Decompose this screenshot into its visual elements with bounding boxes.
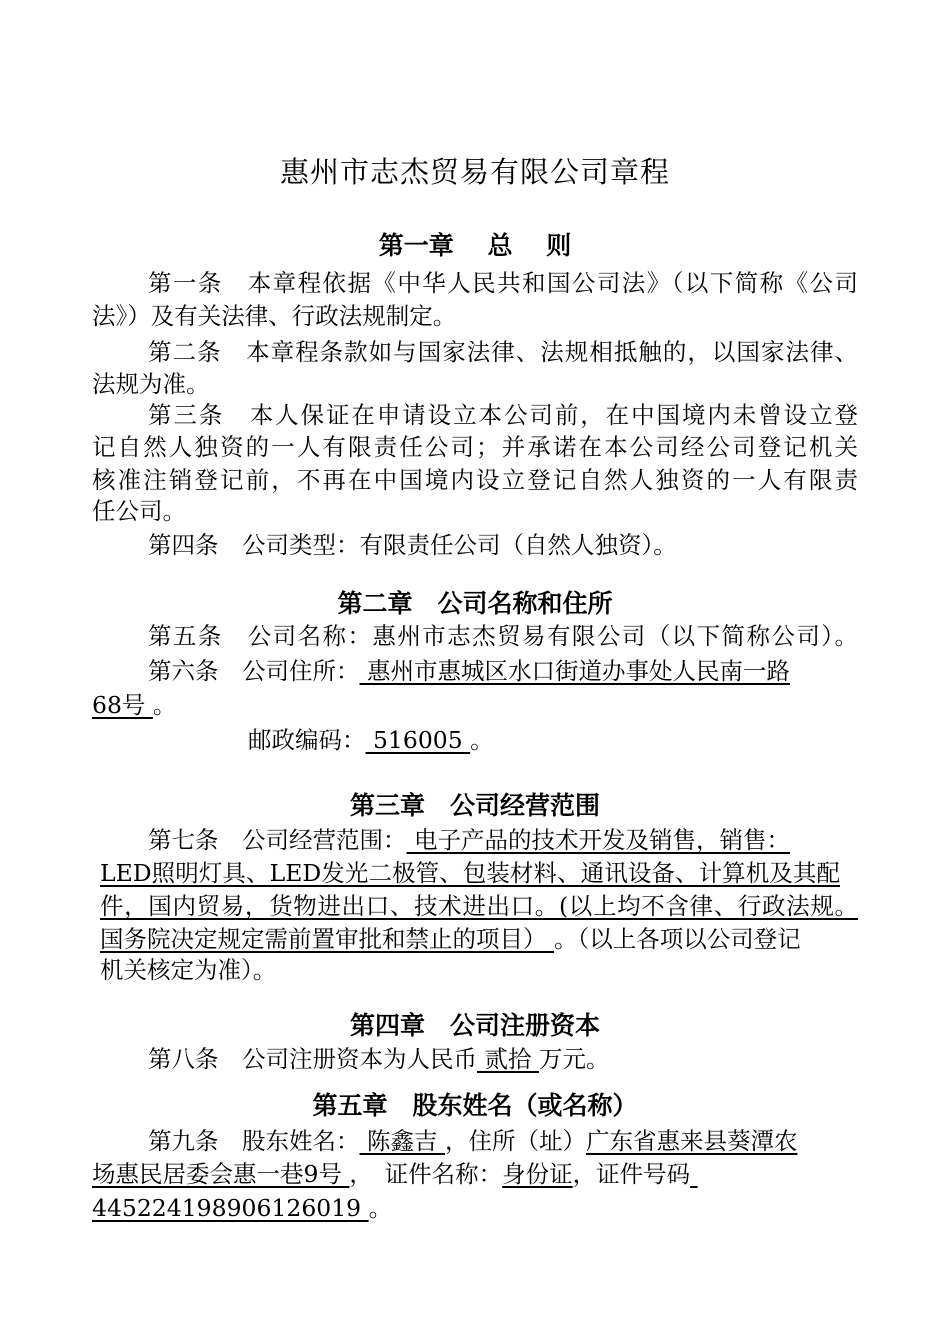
article-9-end: 。 <box>368 1194 393 1222</box>
article-9-line-2 <box>92 1157 698 1191</box>
certificate-type-value: 身份证 <box>502 1160 573 1188</box>
postal-code-value: 516005 <box>365 726 471 754</box>
article-7-line-2 <box>100 856 840 890</box>
document-title: 惠州市志杰贸易有限公司章程 <box>279 155 670 189</box>
postal-code-line <box>248 723 494 757</box>
article-7-line-1 <box>148 823 790 857</box>
id-number-value: 445224198906126019 <box>92 1194 369 1222</box>
article-9-label: 第九条 股东姓名： <box>148 1127 360 1155</box>
article-6-label: 第六条 公司住所： <box>148 657 360 685</box>
article-8-line-1 <box>148 1042 609 1076</box>
article-7-line-3 <box>100 889 858 923</box>
id-number-label: ，证件号码 <box>572 1160 691 1188</box>
article-7-label: 第七条 公司经营范围： <box>148 826 407 854</box>
business-scope-part-2: LED照明灯具、LED发光二极管、包装材料、通讯设备、计算机及其配 <box>100 859 840 887</box>
article-7-line-4 <box>100 922 801 956</box>
chapter-5-heading: 第五章 股东姓名（或名称） <box>312 1091 638 1120</box>
article-2-line-1: 第二条 本章程条款如与国家法律、法规相抵触的，以国家法律、 <box>148 338 858 366</box>
id-number-blank <box>690 1160 697 1188</box>
article-3-line-2: 记自然人独资的一人有限责任公司；并承诺在本公司经公司登记机关 <box>92 433 858 461</box>
article-3-line-3: 核准注销登记前，不再在中国境内设立登记自然人独资的一人有限责 <box>92 466 858 494</box>
business-scope-part-3: 件，国内贸易，货物进出口、技术进出口。(以上均不含律、行政法规。 <box>100 892 858 920</box>
shareholder-address-part-2: 场惠民居委会惠一巷9号 <box>92 1160 350 1188</box>
article-7-line-5: 机关核定为准）。 <box>100 956 277 984</box>
chapter-4-heading: 第四章 公司注册资本 <box>349 1011 600 1040</box>
article-6-line-2 <box>92 688 176 722</box>
article-1-line-1: 第一条 本章程依据《中华人民共和国公司法》（以下简称《公司 <box>148 269 858 297</box>
postal-code-label: 邮政编码： <box>248 726 366 754</box>
article-6-line-1 <box>148 654 790 688</box>
chapter-3-heading: 第三章 公司经营范围 <box>349 791 600 820</box>
business-scope-note: 。（以上各项以公司登记 <box>553 925 801 953</box>
article-4-line-1: 第四条 公司类型：有限责任公司（自然人独资）。 <box>148 531 677 559</box>
shareholder-address-label: ，住所（址） <box>444 1127 586 1155</box>
company-address-part-2: 68号 <box>92 691 153 719</box>
chapter-1-heading: 第一章 总 则 <box>378 231 572 260</box>
article-6-end: 。 <box>152 691 177 719</box>
company-address-part-1: 惠州市惠城区水口街道办事处人民南一路 <box>359 657 790 685</box>
article-9-line-3 <box>92 1191 392 1225</box>
article-3-line-1: 第三条 本人保证在申请设立本公司前，在中国境内未曾设立登 <box>148 401 858 429</box>
article-5-line-1: 第五条 公司名称：惠州市志杰贸易有限公司（以下简称公司）。 <box>148 622 858 650</box>
article-9-line-1 <box>148 1124 797 1158</box>
shareholder-address-part-1: 广东省惠来县葵潭农 <box>585 1127 798 1155</box>
chapter-2-heading: 第二章 公司名称和住所 <box>337 589 613 618</box>
article-8-label: 第八条 公司注册资本为人民币 <box>148 1045 477 1073</box>
article-1-line-2: 法》）及有关法律、行政法规制定。 <box>92 302 457 330</box>
shareholder-name: 陈鑫吉 <box>359 1127 445 1155</box>
business-scope-part-4: 国务院决定规定需前置审批和禁止的项目） <box>100 925 554 953</box>
article-3-line-4: 任公司。 <box>92 497 186 525</box>
registered-capital-amount: 贰拾 <box>477 1045 539 1073</box>
certificate-type-label: ， 证件名称： <box>349 1160 503 1188</box>
article-2-line-2: 法规为准。 <box>92 370 210 398</box>
registered-capital-unit: 万元。 <box>538 1045 610 1073</box>
postal-code-end: 。 <box>470 726 494 754</box>
business-scope-part-1: 电子产品的技术开发及销售，销售： <box>406 826 790 854</box>
